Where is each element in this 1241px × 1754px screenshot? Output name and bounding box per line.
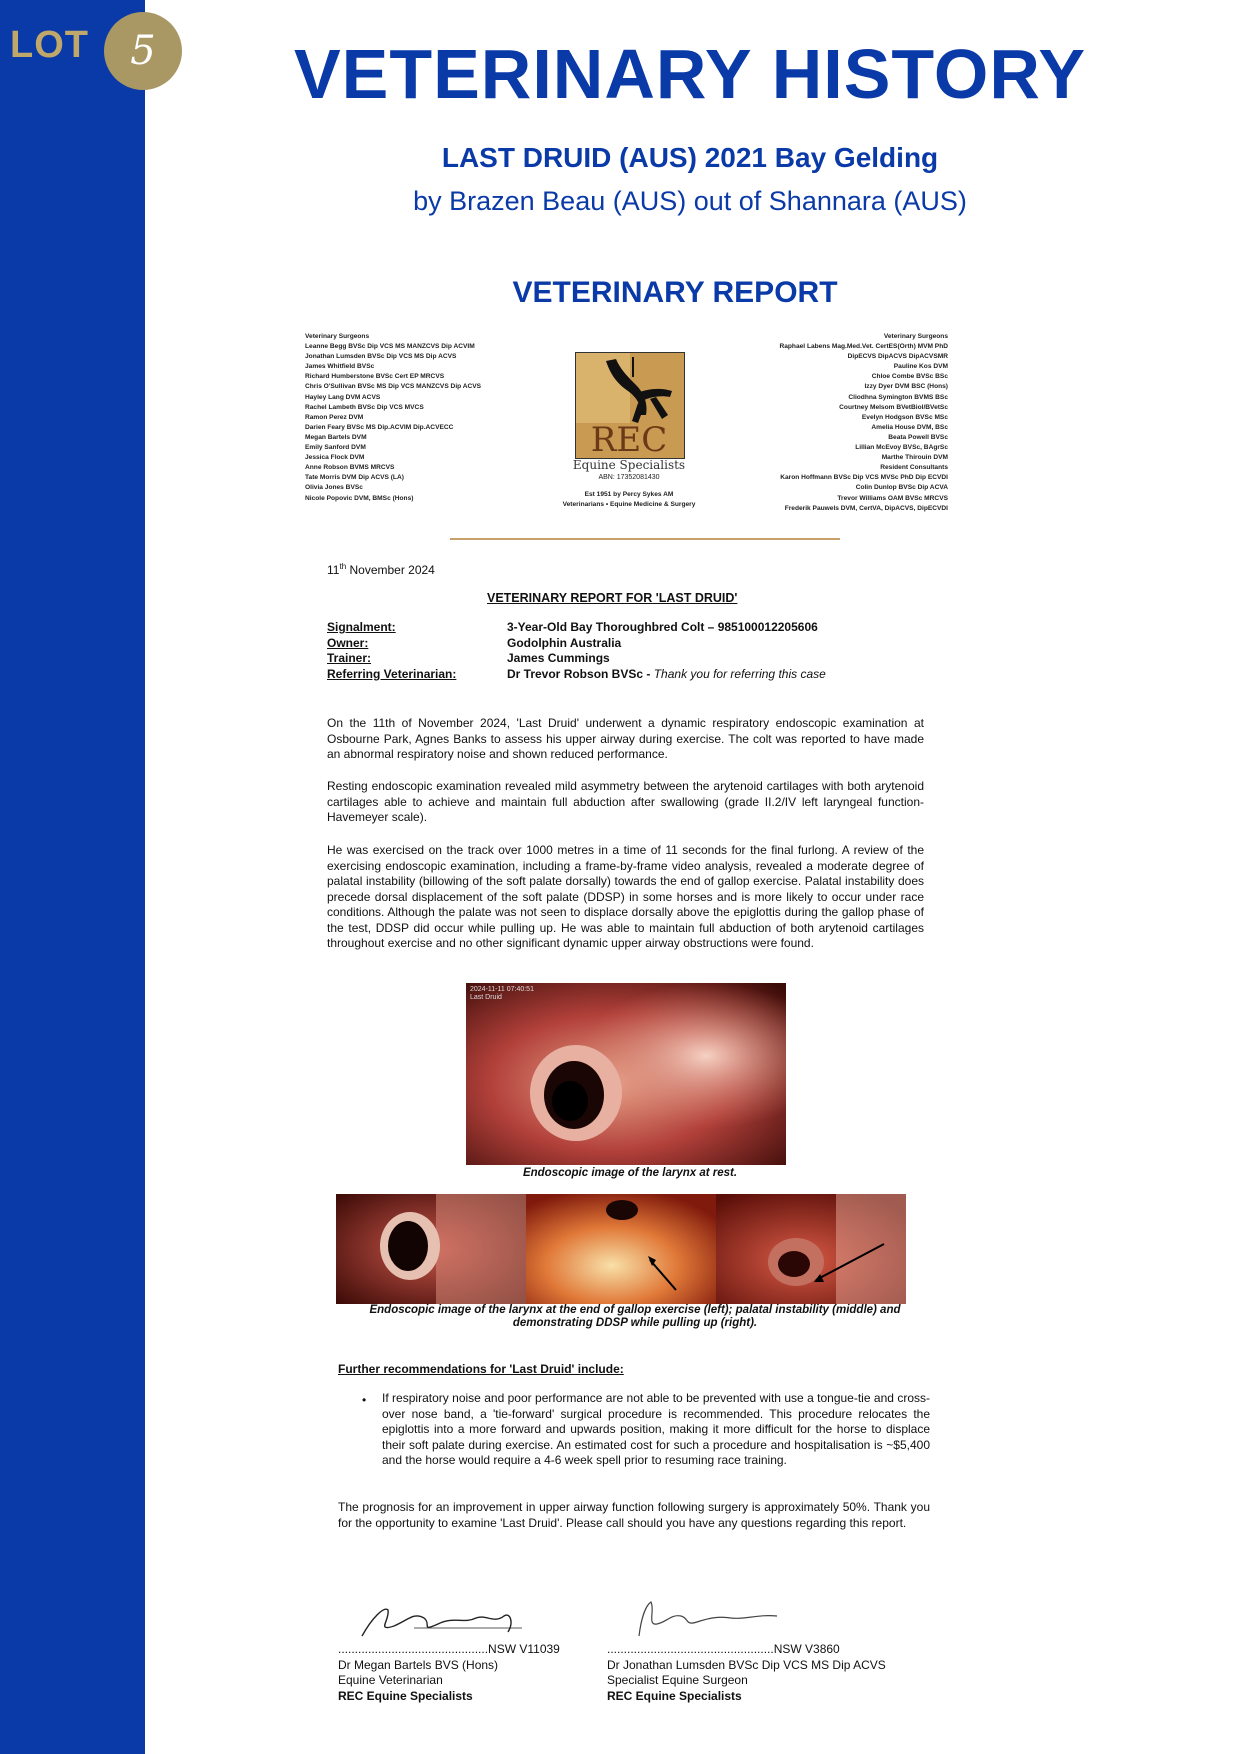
- prognosis-paragraph: The prognosis for an improvement in upper airway function following surgery is approximately 50%. Thank you for the opportunity to examine 'Last Druid'. Please call should you have any questions regarding this report.: [338, 1500, 930, 1530]
- letterhead-left-heading: Veterinary Surgeons: [305, 333, 370, 340]
- photo-caption-strip: Endoscopic image of the larynx at the end of gallop exercise (left); palatal instability (middle) and demonstrating DDSP while pulling up (right).: [369, 1304, 901, 1329]
- endoscopic-image-rest: [466, 983, 786, 1165]
- letterhead-right-name: Frederik Pauwels DVM, CertVA, DipACVS, DipECVDI: [784, 504, 948, 512]
- role-lumsden: Specialist Equine Surgeon: [607, 1673, 748, 1687]
- letterhead-left-name: Jonathan Lumsden BVSc Dip VCS MS Dip ACVS: [305, 353, 457, 361]
- referring-label: Referring Veterinarian:: [327, 666, 457, 681]
- signature-lumsden: [627, 1596, 807, 1642]
- letterhead-left-name: Leanne Begg BVSc Dip VCS MS MANZCVS Dip ACVIM: [305, 343, 475, 351]
- logo-abn: ABN: 17352081430: [598, 474, 660, 481]
- role-bartels: Equine Veterinarian: [338, 1673, 443, 1687]
- endoscopic-image-strip: [336, 1194, 906, 1304]
- letterhead-left-name: Hayley Lang DVM ACVS: [305, 393, 381, 401]
- letterhead-left-name: Tate Morris DVM Dip ACVS (LA): [305, 474, 404, 482]
- letterhead-left-name: Anne Robson BVMS MRCVS: [305, 464, 395, 472]
- signature-line-bartels: .............................................NSW V11039: [338, 1642, 560, 1656]
- endoscopic-image-ddsp: [716, 1194, 906, 1304]
- letterhead-left-name: Rachel Lambeth BVSc Dip VCS MVCS: [305, 403, 424, 411]
- letterhead-left-column: [305, 332, 481, 504]
- letterhead-left-name: Darien Feary BVSc MS Dip.ACVIM Dip.ACVECC: [305, 423, 454, 431]
- referring-value-wrap: [507, 667, 826, 682]
- letterhead-left-name: Chris O'Sullivan BVSc MS Dip VCS MANZCVS Dip ACVS: [305, 383, 482, 391]
- lot-label: LOT: [10, 24, 89, 66]
- trainer-label: Trainer:: [327, 651, 372, 665]
- letterhead-right-name: Trevor Williams OAM BVSc MRCVS: [837, 494, 948, 502]
- letterhead-left-name: Nicole Popovic DVM, BMSc (Hons): [305, 494, 414, 502]
- letterhead-right-name: Raphael Labens Mag.Med.Vet. CertES(Orth) MVM PhD: [779, 343, 948, 351]
- signalment-row: [327, 620, 927, 636]
- letterhead-right-name: Beata Powell BVSc: [888, 433, 948, 441]
- owner-label: Owner:: [327, 635, 369, 650]
- letterhead-left-name: Olivia Jones BVSc: [305, 484, 363, 492]
- photo-caption-rest: Endoscopic image of the larynx at rest.: [522, 1167, 738, 1179]
- signature-line-lumsden: ..................................................NSW V3860: [607, 1642, 840, 1656]
- letterhead-right-name: Chloe Combe BVSc BSc: [871, 373, 948, 381]
- report-paragraph-1: On the 11th of November 2024, 'Last Druid' underwent a dynamic respiratory endoscopic examination at Osbourne Park, Agnes Banks to assess his upper airway during exercise. The colt was reported to have made an abnormal respiratory noise and shown reduced performance.: [327, 716, 924, 761]
- side-bar: [0, 0, 145, 1754]
- photo-timestamp: 2024-11-11 07:40:51: [470, 986, 534, 993]
- signature-block-lumsden: [607, 1642, 886, 1704]
- signature-bartels: [354, 1598, 534, 1642]
- name-bartels: Dr Megan Bartels BVS (Hons): [338, 1657, 499, 1672]
- signalment-label: Signalment:: [327, 620, 396, 634]
- letterhead-right-name: Amelia House DVM, BSc: [871, 423, 948, 431]
- photo-subject: Last Druid: [470, 994, 502, 1001]
- letterhead-right-name: DipECVS DipACVS DipACVSMR: [847, 353, 948, 361]
- referring-row: [327, 667, 927, 683]
- report-heading: VETERINARY REPORT: [512, 276, 838, 309]
- letterhead-divider: [450, 538, 840, 540]
- trainer-row: [327, 651, 927, 667]
- endoscopic-image-palatal-instability: [526, 1194, 716, 1304]
- org-lumsden: REC Equine Specialists: [607, 1688, 742, 1703]
- horse-name: LAST DRUID (AUS) 2021 Bay Gelding: [441, 142, 939, 173]
- signalment-value: 3-Year-Old Bay Thoroughbred Colt – 985100012205606: [507, 620, 818, 634]
- letterhead-right-name: Pauline Kos DVM: [893, 363, 948, 371]
- logo-established: [543, 490, 715, 510]
- letterhead-right-name: Evelyn Hodgson BVSc MSc: [861, 413, 948, 421]
- trainer-value: James Cummings: [507, 651, 610, 665]
- letterhead-right-name: Colin Dunlop BVSc Dip ACVA: [855, 484, 948, 492]
- referring-note: Thank you for referring this case: [653, 666, 826, 681]
- letterhead-right-heading: Veterinary Surgeons: [883, 333, 948, 340]
- recommendations-heading: Further recommendations for 'Last Druid' include:: [338, 1362, 624, 1376]
- owner-row: [327, 636, 927, 652]
- logo-subtitle: Equine Specialists: [572, 458, 686, 472]
- report-paragraph-3: He was exercised on the track over 1000 metres in a time of 11 seconds for the final furlong. A review of the exercising endoscopic examination, including a frame-by-frame video analysis, revealed a moderate degree of palatal instability (billowing of the soft palate dorsally) towards the end of gallop exercise. Palatal instability does precede dorsal displacement of the soft palate (DDSP) in some horses and is more likely to occur under race conditions. Although the palate was not seen to displace dorsally above the epiglottis during the gallop phase of the test, DDSP did occur while pulling up. He was able to maintain full abduction of both arytenoid cartilages throughout exercise and no other significant dynamic upper airway obstructions were found.: [327, 843, 924, 950]
- letterhead-left-name: Megan Bartels DVM: [305, 433, 367, 441]
- report-paragraph-2: Resting endoscopic examination revealed mild asymmetry between the arytenoid cartilages with both arytenoid cartilages able to achieve and maintain full abduction after swallowing (grade II.2/IV left laryngeal function- Havemeyer scale).: [327, 779, 924, 824]
- report-date: 11th November 2024: [327, 562, 435, 577]
- letterhead-right-column: [779, 332, 948, 514]
- horse-pedigree: by Brazen Beau (AUS) out of Shannara (AUS): [413, 186, 967, 216]
- lot-number-badge: 5: [104, 12, 182, 90]
- owner-value: Godolphin Australia: [507, 635, 622, 650]
- letterhead-left-name: Richard Humberstone BVSc Cert EP MRCVS: [305, 373, 445, 381]
- letterhead-left-name: Emily Sanford DVM: [305, 444, 366, 452]
- letterhead-right-name: Lillian McEvoy BVSc, BAgrSc: [855, 444, 948, 452]
- letterhead-left-name: James Whitfield BVSc: [305, 363, 375, 371]
- clinic-letterhead: [303, 332, 948, 532]
- letterhead-right-name: Cliodhna Symington BVMS BSc: [848, 393, 948, 401]
- reg-bartels: NSW V11039: [488, 1642, 560, 1656]
- recommendation-text: If respiratory noise and poor performance are not able to be prevented with use a tongue-tie and cross-over nose band, a 'tie-forward' surgical procedure is recommended. This procedure relocates the epiglottis into a more forward and upwards position, making it more difficult for the horse to displace their soft palate during exercise. An estimated cost for such a procedure and hospitalisation is ~$5,400 and the horse would require a 4-6 week spell prior to resuming race training.: [382, 1391, 930, 1467]
- letterhead-left-name: Jessica Flock DVM: [305, 454, 365, 462]
- endoscopic-image-gallop: [336, 1194, 526, 1304]
- org-bartels: REC Equine Specialists: [338, 1688, 473, 1703]
- letterhead-right-name: Marthe Thirouin DVM: [881, 454, 948, 462]
- signalment-table: [327, 620, 927, 682]
- reg-lumsden: NSW V3860: [773, 1642, 840, 1656]
- letterhead-right-name: Karon Hoffmann BVSc Dip VCS MVSc PhD Dip ECVDI: [780, 474, 948, 482]
- logo-wordmark: REC: [590, 420, 668, 460]
- bullet-icon: •: [362, 1393, 367, 1407]
- photo-overlay: [470, 986, 534, 1002]
- letterhead-right-name: Courtney Melsom BVetBiol/BVetSc: [839, 403, 948, 411]
- est-line-2: Veterinarians • Equine Medicine & Surgery: [562, 501, 696, 508]
- report-title: VETERINARY REPORT FOR 'LAST DRUID': [487, 591, 738, 605]
- signature-block-bartels: [338, 1642, 560, 1704]
- letterhead-right-name: Resident Consultants: [880, 464, 948, 472]
- name-lumsden: Dr Jonathan Lumsden BVSc Dip VCS MS Dip ACVS: [607, 1657, 886, 1672]
- est-line-1: Est 1951 by Percy Sykes AM: [584, 491, 674, 498]
- letterhead-right-name: Izzy Dyer DVM BSC (Hons): [864, 383, 948, 391]
- letterhead-left-name: Ramon Perez DVM: [305, 413, 364, 421]
- referring-value: Dr Trevor Robson BVSc -: [507, 666, 651, 681]
- page-title: VETERINARY HISTORY: [293, 35, 1087, 113]
